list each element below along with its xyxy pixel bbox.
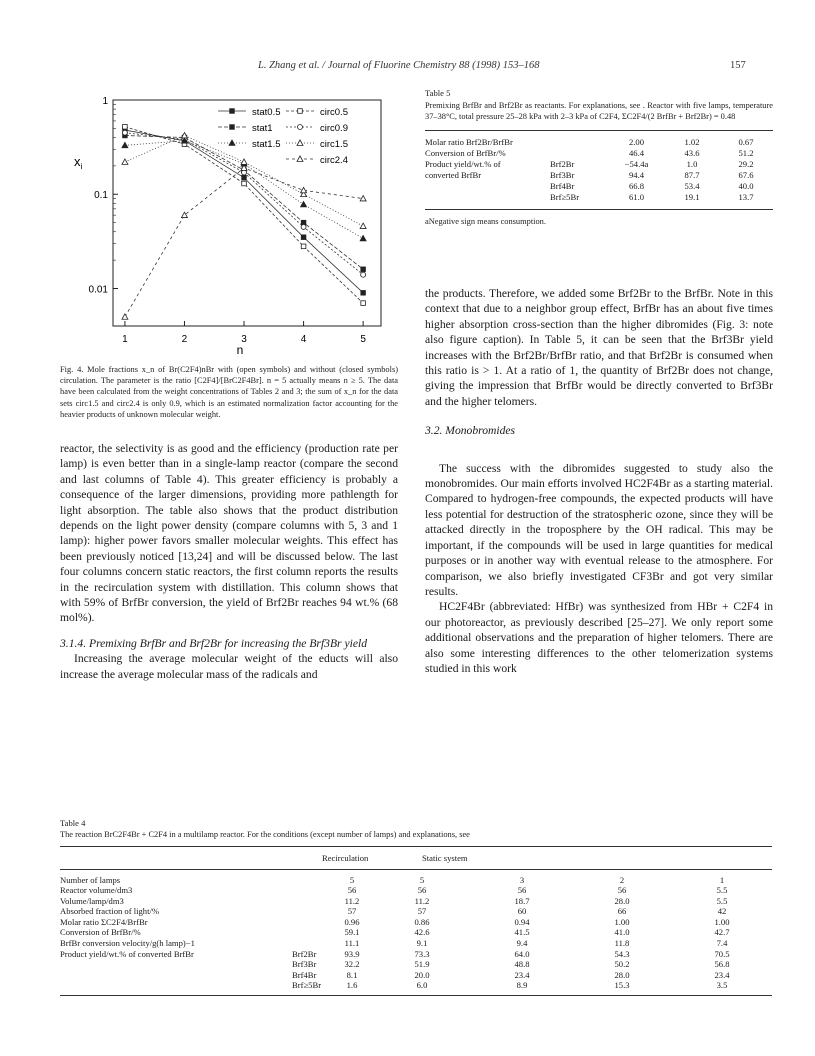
table-row (425, 137, 773, 148)
table-5-cell: Conversion of BrfBr/% (425, 148, 506, 159)
right-paragraph-2: The success with the dibromides suggested to study also the monobromides. Our main efforts involved HC2F4Br as a starting material. Compared to hydrogen-free compounds, the expected products will have less potential for destruction of the stratospheric ozone, since they will be attacked directly in the troposphere by the OH radical. This may be important, if the compounds will be used in large quantities for medical purposes or in another way with eventual release to the atmosphere. For comparison, we also briefly investigated CF3Br and got very similar results. (425, 461, 773, 598)
table-4-cell: 59.1 (344, 927, 360, 938)
table-5-cell: 46.4 (628, 148, 645, 159)
table-5-cell: 87.7 (684, 170, 700, 181)
table-4-cell: 42 (717, 906, 727, 917)
table-4-cell: 15.3 (614, 980, 630, 991)
table-4-cell (60, 980, 292, 991)
table-4-cell: 56 (517, 885, 527, 896)
legend-entry: circ1.5 (320, 139, 348, 150)
table-4-cell: Number of lamps (60, 874, 121, 885)
table-row (425, 181, 773, 192)
table-5-cell: 40.0 (738, 181, 754, 192)
data-point-stat0.5 (361, 291, 366, 296)
legend-entry: circ2.4 (320, 155, 348, 166)
table-4-cell (292, 927, 332, 938)
right-column (425, 286, 773, 676)
x-tick-label: 5 (360, 334, 366, 345)
table-4-cell: 2 (619, 874, 625, 885)
table-4-cell: 1 (719, 874, 725, 885)
legend-entry: stat0.5 (252, 107, 281, 118)
data-point-circ1.5 (122, 159, 128, 164)
table-5-cell: 66.8 (628, 181, 645, 192)
table-4-cell: 11.2 (414, 895, 430, 906)
table-4-cell: Volume/lamp/dm3 (60, 895, 124, 906)
table-row (425, 192, 773, 203)
table-4-cell: 18.7 (514, 895, 530, 906)
legend-marker (230, 109, 235, 114)
table-4 (60, 818, 772, 996)
table-4-cell (292, 885, 332, 896)
table-4-cell: 56 (417, 885, 427, 896)
table-4-cell: 11.1 (344, 938, 360, 949)
data-point-circ1.5 (241, 159, 247, 164)
table-5-footnote: aNegative sign means consumption. (425, 217, 546, 227)
table-5-label: Table 5 (425, 88, 451, 98)
legend-entry: circ0.5 (320, 107, 348, 118)
table-4-cell: 9.4 (516, 938, 528, 949)
table-4-cell: 7.4 (716, 938, 728, 949)
table-4-cell: 0.86 (414, 916, 430, 927)
table-4-cell: 64.0 (514, 948, 530, 959)
x-tick-label: 2 (181, 334, 188, 345)
legend-marker (298, 109, 303, 114)
table-4-cell: 51.9 (414, 959, 430, 970)
data-point-circ0.5 (361, 301, 366, 306)
table-4-cell: 57 (347, 906, 357, 917)
table-4-cell (292, 874, 332, 885)
table-5-caption: Premixing BrfBr and Brf2Br as reactants. For explanations, see . Reactor with five lamps, temperature 37–38°C, total pressure 25–28 kPa with 2–3 kPa of C2F4, ΣC2F4/(2 BrfBr + Brf2Br) = 0.48 (425, 101, 773, 122)
table-row (60, 895, 772, 906)
table-row (60, 906, 772, 917)
table-row (60, 917, 772, 928)
table-5-cell (550, 148, 608, 159)
y-tick-label: 0.01 (88, 284, 108, 296)
table-5-cell: −54.4a (624, 159, 649, 170)
table-4-cell: 0.94 (514, 916, 530, 927)
data-point-circ0.5 (242, 181, 247, 186)
table-4-body (60, 874, 772, 991)
table-5-cell: Brf4Br (550, 181, 575, 192)
table-4-cell: 70.5 (714, 948, 730, 959)
table-4-cell: 9.1 (416, 938, 428, 949)
data-point-circ0.5 (301, 244, 306, 249)
table-5-body (425, 137, 773, 203)
series-line-circ0.5 (125, 127, 363, 303)
table-4-cell: 56 (617, 885, 627, 896)
table-4-cell: 11.2 (344, 895, 360, 906)
group-header-recirculation: Recirculation (322, 853, 369, 864)
table-5-cell (550, 137, 608, 148)
y-tick-label: 0.1 (94, 190, 108, 202)
x-tick-label: 4 (300, 334, 307, 345)
table-4-cell: Brf2Br (292, 948, 317, 959)
table-4-cell: 28.0 (614, 969, 630, 980)
table-4-cell: Brf≥5Br (292, 980, 322, 991)
table-5 (425, 88, 773, 228)
table-4-cell: 60 (517, 906, 527, 917)
table-5-cell: 61.0 (628, 192, 645, 203)
data-point-stat0.5 (301, 235, 306, 240)
y-tick-label: 1 (102, 96, 108, 107)
table-row (425, 148, 773, 159)
table-5-cell: Product yield/wt.% of (425, 159, 501, 170)
data-point-stat1.5 (122, 142, 128, 147)
table-4-cell: 41.5 (514, 927, 530, 938)
table-5-cell: Brf3Br (550, 170, 575, 181)
right-paragraph-1: the products. Therefore, we added some Brf2Br to the BrfBr. Note in this context that due to a neighbor group effect, BrfBr has an about five times higher absorption cross-section than the higher dibromides (Fig. 3: note also figure caption). In Table 5, it can be seen that the Brf3Br yield increases with the Brf2Br/BrfBr ratio, and that Brf2Br is consumed when this ratio is > 1. At a ratio of 1, the quantity of Brf2Br does not change, giving the impression that BrfBr would be directly converted to Brf3Br and the higher telomers. (425, 287, 773, 408)
table-4-cell: 5 (419, 874, 425, 885)
table-4-cell: 5 (349, 874, 355, 885)
x-tick-label: 3 (241, 334, 247, 345)
table-4-cell: 54.3 (614, 948, 630, 959)
table-4-cell: 1.00 (614, 916, 630, 927)
legend-marker (298, 125, 303, 130)
table-4-cell: 23.4 (714, 969, 730, 980)
legend-entry: circ0.9 (320, 123, 348, 134)
data-point-circ2.4 (181, 212, 187, 217)
table-4-cell (292, 917, 332, 928)
data-point-circ0.9 (301, 224, 306, 229)
table-4-cell: 3.5 (716, 980, 728, 991)
data-point-stat0.5 (242, 175, 247, 180)
x-tick-label: 1 (122, 334, 128, 345)
table-5-cell: 94.4 (628, 170, 645, 181)
table-4-cell: Brf3Br (292, 959, 317, 970)
legend-marker (230, 125, 235, 130)
figure-4-plot (60, 92, 400, 362)
table-5-cell: 0.67 (738, 137, 754, 148)
table-4-cell: 23.4 (514, 969, 530, 980)
legend-entry: stat1.5 (252, 139, 281, 150)
table-4-cell: 20.0 (414, 969, 430, 980)
right-paragraph-3: HC2F4Br (abbreviated: HfBr) was synthesized from HBr + C2F4 in our photoreactor, as previously described [25–27]. We only report some additional observations and the preparation of higher telomers. There are also some interesting differences to the other telomerization systems studied in this work (425, 600, 773, 675)
table-4-cell: 66 (617, 906, 627, 917)
left-column (60, 441, 398, 682)
legend-entry: stat1 (252, 123, 273, 134)
table-4-cell: 0.96 (344, 916, 360, 927)
table-4-cell: 5.5 (716, 885, 728, 896)
table-row (60, 927, 772, 938)
table-5-cell: 67.6 (738, 170, 754, 181)
table-5-cell: 51.2 (738, 148, 754, 159)
table-5-cell: Molar ratio Brf2Br/BrfBr (425, 137, 513, 148)
table-5-cell (425, 192, 550, 203)
table-4-cell (60, 959, 292, 970)
table-5-cell: 29.2 (738, 159, 754, 170)
table-4-cell: 56.8 (714, 959, 730, 970)
data-point-stat1.5 (301, 201, 307, 206)
table-5-cell: converted BrfBr (425, 170, 482, 181)
table-4-cell: 32.2 (344, 959, 360, 970)
data-point-circ0.5 (123, 124, 128, 129)
y-axis-label: $x_i$ (74, 154, 83, 171)
table-5-cell: Brf2Br (550, 159, 575, 170)
table-5-cell (425, 181, 550, 192)
table-4-cell (60, 970, 292, 981)
table-4-cell: Reactor volume/dm3 (60, 885, 133, 896)
table-4-cell: 56 (347, 885, 357, 896)
table-4-cell: 3 (519, 874, 525, 885)
left-paragraph-2: Increasing the average molecular weight of the educts will also increase the average molecular mass of the radicals and (60, 652, 398, 681)
table-5-cell: 19.1 (684, 192, 700, 203)
table-5-cell: 53.4 (684, 181, 700, 192)
series-line-circ2.4 (125, 168, 363, 317)
table-5-cell: Brf≥5Br (550, 192, 580, 203)
table-4-cell: 8.1 (346, 969, 358, 980)
table-row (425, 159, 773, 170)
table-4-cell: Brf4Br (292, 969, 317, 980)
table-4-cell (292, 938, 332, 949)
table-row (60, 938, 772, 949)
legend-marker (297, 156, 303, 161)
table-5-cell: 1.0 (686, 159, 698, 170)
table-4-cell: 57 (417, 906, 427, 917)
table-4-cell: 28.0 (614, 895, 630, 906)
table-4-cell: 6.0 (416, 980, 428, 991)
legend-marker (297, 140, 303, 145)
table-4-cell: 8.9 (516, 980, 528, 991)
table-4-cell: 50.2 (614, 959, 630, 970)
table-4-cell: 48.8 (514, 959, 530, 970)
table-row (60, 885, 772, 896)
table-5-cell: 43.6 (684, 148, 700, 159)
table-4-cell: 5.5 (716, 895, 728, 906)
table-4-cell (292, 895, 332, 906)
section-heading-3-1-4: 3.1.4. Premixing BrfBr and Brf2Br for increasing the Brf3Br yield (60, 636, 367, 650)
page-number: 157 (730, 60, 746, 71)
table-row (60, 980, 772, 991)
section-heading-3-2: 3.2. Monobromides (425, 424, 516, 438)
left-paragraph-1: reactor, the selectivity is as good and the efficiency (production rate per lamp) is even better than in a single-lamp reactor (compare the second and last columns of Table 4). This greater efficiency is probably a consequence of the larger dimensions, providing more pathlength for light absorption. The table also shows that the product distribution depends on the light power density (compare columns with 5, 3 and 1 lamp): higher power favors smaller molecular weights. This effect has been previously noticed [13,24] and will be discussed below. The last four columns concern static reactors, the first column reports the results in the recirculation system with distillation. This column shows that with 59% of BrfBr conversion, the yield of Brf2Br reaches 94 wt.% (68 mol%). (60, 442, 398, 625)
table-4-caption: The reaction BrC2F4Br + C2F4 in a multilamp reactor. For the conditions (except number of lamps) and explanations, see (60, 830, 470, 839)
table-4-label: Table 4 (60, 818, 86, 828)
data-point-stat1.5 (360, 235, 366, 240)
table-row (60, 959, 772, 970)
table-5-cell: 1.02 (684, 137, 700, 148)
table-4-cell: 42.7 (714, 927, 730, 938)
group-header-static: Static system (422, 853, 468, 864)
table-4-cell: 1.6 (346, 980, 358, 991)
data-point-circ0.9 (361, 272, 366, 277)
x-axis-label: n (236, 343, 244, 357)
table-5-cell: 2.00 (628, 137, 645, 148)
table-5-cell: 13.7 (738, 192, 754, 203)
data-point-stat1 (361, 267, 366, 272)
table-4-cell: Conversion of BrfBr/% (60, 927, 141, 938)
table-4-cell: Absorbed fraction of light/% (60, 906, 160, 917)
data-point-circ1.5 (360, 223, 366, 228)
table-4-cell (292, 906, 332, 917)
table-4-cell: Product yield/wt.% of converted BrfBr (60, 948, 194, 959)
table-row (60, 948, 772, 959)
table-row (425, 170, 773, 181)
table-4-cell: 73.3 (414, 948, 430, 959)
figure-4-caption: Fig. 4. Mole fractions x_n of Br(C2F4)nBr with (open symbols) and without (closed symbols) circulation. The parameter is the ratio [C2F4]/[BrC2F4Br]. n = 5 actually means n ≥ 5. The data have been calculated from the weight concentrations of Tables 2 and 3; the sum of x_n for the data sets circ1.5 and circ2.4 is only 0.9, which is an estimated normalization factor accounting for the heavier products of unknown molecular weight. (60, 365, 398, 419)
table-4-cell: 41.0 (614, 927, 630, 938)
table-row (60, 874, 772, 885)
table-4-cell: 11.8 (614, 938, 630, 949)
series-line-circ0.9 (125, 133, 363, 275)
data-point-circ2.4 (301, 187, 307, 192)
journal-citation: L. Zhang et al. / Journal of Fluorine Chemistry 88 (1998) 153–168 (258, 60, 540, 71)
data-point-circ2.4 (122, 314, 128, 319)
table-4-cell: BrfBr conversion velocity/g(h lamp)−1 (60, 938, 195, 949)
data-point-circ0.9 (242, 170, 247, 175)
table-4-cell: 93.9 (344, 948, 360, 959)
table-row (60, 970, 772, 981)
table-4-cell: 1.00 (714, 916, 730, 927)
data-point-circ2.4 (360, 196, 366, 201)
data-point-circ0.9 (122, 130, 127, 135)
table-4-cell: Molar ratio ΣC2F4/BrfBr (60, 916, 148, 927)
table-4-cell: 42.6 (414, 927, 430, 938)
legend-marker (229, 140, 235, 145)
